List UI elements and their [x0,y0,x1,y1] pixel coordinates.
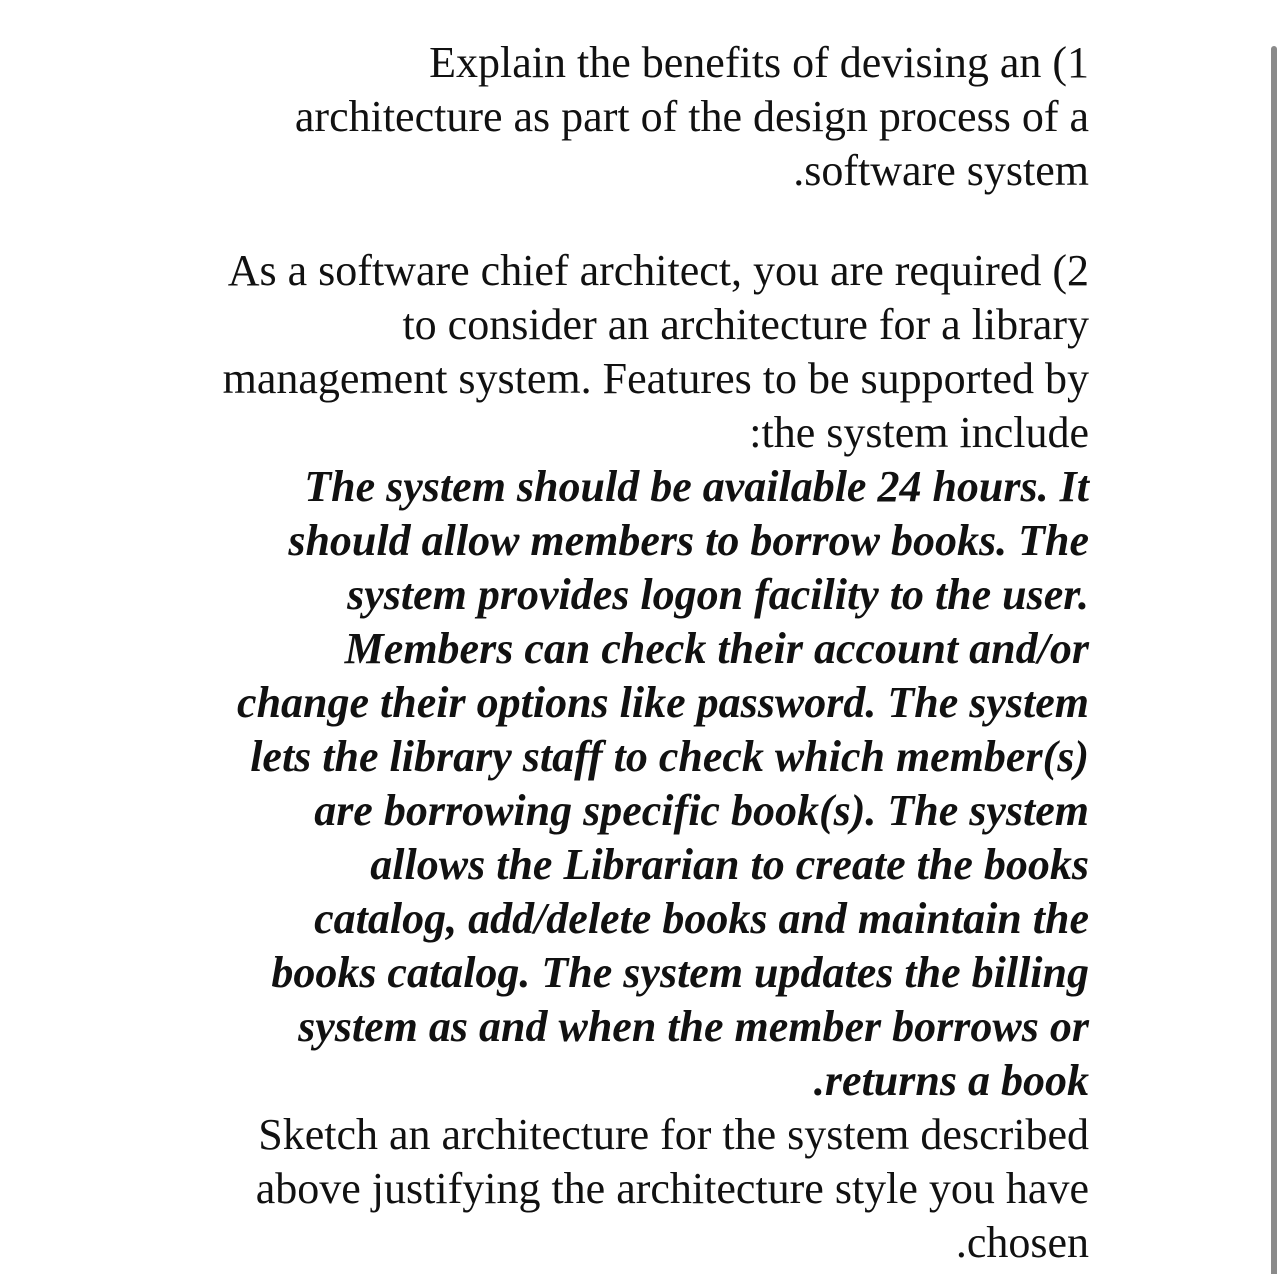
question-2-intro-line: management system. Features to be supported by [222,354,1089,403]
feature-line: allows the Librarian to create the books [370,840,1089,889]
feature-line: change their options like password. The system [237,678,1089,727]
question-2-intro [89,244,1089,460]
task-line: .chosen [955,1218,1089,1267]
document-content [89,36,1089,1270]
feature-line: lets the library staff to check which member(s) [250,732,1089,781]
question-1 [89,36,1089,198]
system-features [89,460,1089,1108]
feature-line: .returns a book [813,1056,1089,1105]
question-2-intro-line: As a software chief architect, you are required (2 [227,246,1089,295]
question-2 [89,244,1089,1270]
feature-line: books catalog. The system updates the billing [271,948,1089,997]
feature-line: system as and when the member borrows or [298,1002,1089,1051]
vertical-scrollbar[interactable] [1271,46,1277,1274]
question-2-intro-line: :the system include [749,408,1089,457]
feature-line: are borrowing specific book(s). The system [314,786,1089,835]
question-2-intro-line: to consider an architecture for a library [402,300,1089,349]
task-line: Sketch an architecture for the system described [258,1110,1089,1159]
task-line: above justifying the architecture style you have [255,1164,1089,1213]
question-1-line: architecture as part of the design process of a [294,92,1089,141]
paragraph-gap [89,198,1089,244]
feature-line: Members can check their account and/or [344,624,1089,673]
question-1-line: Explain the benefits of devising an (1 [429,38,1089,87]
feature-line: catalog, add/delete books and maintain the [314,894,1089,943]
feature-line: should allow members to borrow books. The [288,516,1089,565]
feature-line: The system should be available 24 hours. It [304,462,1089,511]
question-2-task [89,1108,1089,1270]
feature-line: system provides logon facility to the user. [347,570,1089,619]
question-1-line: .software system [793,146,1089,195]
